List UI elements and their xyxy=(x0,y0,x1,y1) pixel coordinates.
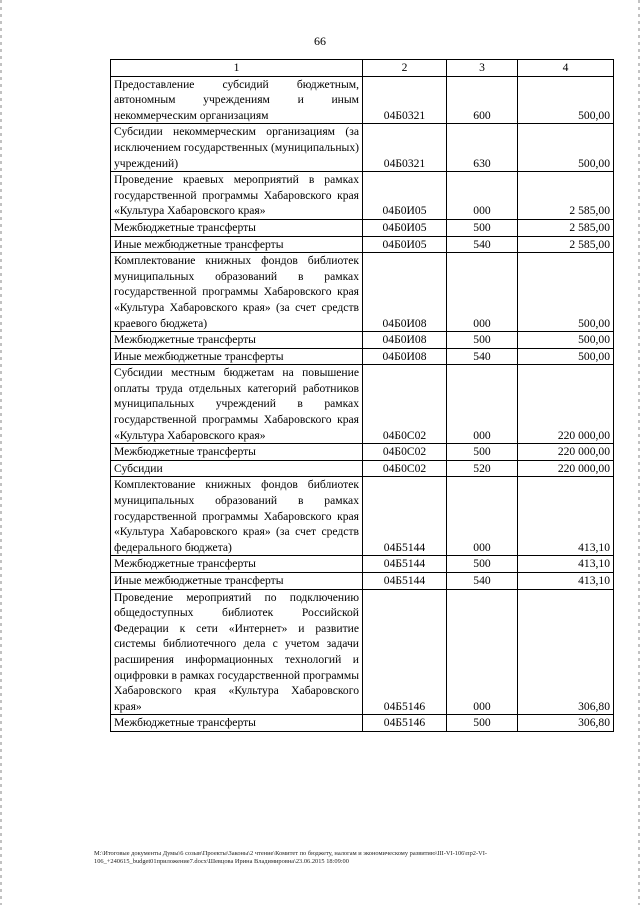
row-code: 04Б0С02 xyxy=(363,460,447,477)
row-code: 04Б0321 xyxy=(363,76,447,124)
row-name: Субсидии xyxy=(111,460,363,477)
header-row xyxy=(111,60,614,77)
row-kind: 000 xyxy=(447,253,518,332)
table-row xyxy=(111,573,614,590)
row-kind: 500 xyxy=(447,332,518,349)
row-amount: 500,00 xyxy=(518,253,614,332)
row-kind: 000 xyxy=(447,365,518,444)
row-kind: 000 xyxy=(447,477,518,556)
row-kind: 500 xyxy=(447,715,518,732)
table-row xyxy=(111,172,614,220)
table-header xyxy=(111,60,614,77)
row-kind: 000 xyxy=(447,589,518,715)
row-code: 04Б5144 xyxy=(363,477,447,556)
header-col-4: 4 xyxy=(518,60,614,77)
table-row xyxy=(111,219,614,236)
row-name: Предоставление субсидий бюджетным, автономным учреждениям и иным некоммерческим организациям xyxy=(111,76,363,124)
row-amount: 220 000,00 xyxy=(518,460,614,477)
row-name: Проведение мероприятий по подключению общедоступных библиотек Российской Федерации к сети «Интернет» и развитие системы библиотечного дела с учетом задачи расширения информационных технологий и оцифровки в рамках государственной программы Хабаровского края «Культура Хабаровского края» xyxy=(111,589,363,715)
table-row xyxy=(111,76,614,124)
row-kind: 500 xyxy=(447,556,518,573)
row-name: Межбюджетные трансферты xyxy=(111,444,363,461)
row-amount: 500,00 xyxy=(518,348,614,365)
row-code: 04Б0И05 xyxy=(363,236,447,253)
table-row xyxy=(111,253,614,332)
row-amount: 413,10 xyxy=(518,477,614,556)
row-kind: 000 xyxy=(447,172,518,220)
row-kind: 540 xyxy=(447,573,518,590)
row-code: 04Б0И08 xyxy=(363,348,447,365)
row-name: Иные межбюджетные трансферты xyxy=(111,573,363,590)
file-path-footer: М:\Итоговые документы Думы\6 созыв\Проекты\Законы\2 чтение\Комитет по бюджету, налогам и экономическому развитию\III-VI-106\пр2-VI-106_+240615_budget01приложение7.docx\Шевцова Ирина Владимировна\23.06.2015 18:09:00 xyxy=(94,850,487,866)
row-code: 04Б5144 xyxy=(363,573,447,590)
table-row xyxy=(111,348,614,365)
table-row xyxy=(111,124,614,172)
header-col-1: 1 xyxy=(111,60,363,77)
row-kind: 500 xyxy=(447,444,518,461)
scan-edge-left xyxy=(0,0,2,905)
row-name: Субсидии некоммерческим организациям (за исключением государственных (муниципальных) учреждений) xyxy=(111,124,363,172)
row-name: Комплектование книжных фондов библиотек муниципальных образований в рамках государственной программы Хабаровского края «Культура Хабаровского края» (за счет средств федерального бюджета) xyxy=(111,477,363,556)
header-col-2: 2 xyxy=(363,60,447,77)
row-amount: 220 000,00 xyxy=(518,444,614,461)
row-kind: 540 xyxy=(447,236,518,253)
table-row xyxy=(111,460,614,477)
row-amount: 413,10 xyxy=(518,573,614,590)
table-row xyxy=(111,556,614,573)
row-amount: 2 585,00 xyxy=(518,219,614,236)
row-code: 04Б5146 xyxy=(363,589,447,715)
table-row xyxy=(111,236,614,253)
row-amount: 2 585,00 xyxy=(518,236,614,253)
table-row xyxy=(111,477,614,556)
row-code: 04Б5146 xyxy=(363,715,447,732)
row-amount: 500,00 xyxy=(518,124,614,172)
row-amount: 220 000,00 xyxy=(518,365,614,444)
row-amount: 500,00 xyxy=(518,332,614,349)
table-row xyxy=(111,589,614,715)
row-kind: 630 xyxy=(447,124,518,172)
row-code: 04Б0И05 xyxy=(363,172,447,220)
budget-table xyxy=(110,59,614,732)
row-code: 04Б0С02 xyxy=(363,444,447,461)
row-kind: 520 xyxy=(447,460,518,477)
row-kind: 500 xyxy=(447,219,518,236)
row-code: 04Б5144 xyxy=(363,556,447,573)
table-row xyxy=(111,444,614,461)
row-name: Межбюджетные трансферты xyxy=(111,219,363,236)
row-name: Комплектование книжных фондов библиотек муниципальных образований в рамках государственной программы Хабаровского края «Культура Хабаровского края» (за счет средств краевого бюджета) xyxy=(111,253,363,332)
row-kind: 600 xyxy=(447,76,518,124)
row-amount: 306,80 xyxy=(518,715,614,732)
header-col-3: 3 xyxy=(447,60,518,77)
row-amount: 306,80 xyxy=(518,589,614,715)
page-number: 66 xyxy=(314,34,326,48)
row-code: 04Б0321 xyxy=(363,124,447,172)
row-code: 04Б0С02 xyxy=(363,365,447,444)
row-name: Иные межбюджетные трансферты xyxy=(111,348,363,365)
row-name: Межбюджетные трансферты xyxy=(111,556,363,573)
row-name: Проведение краевых мероприятий в рамках государственной программы Хабаровского края «Культура Хабаровского края» xyxy=(111,172,363,220)
table-row xyxy=(111,365,614,444)
table-row xyxy=(111,715,614,732)
row-name: Межбюджетные трансферты xyxy=(111,332,363,349)
row-kind: 540 xyxy=(447,348,518,365)
row-code: 04Б0И08 xyxy=(363,332,447,349)
row-amount: 413,10 xyxy=(518,556,614,573)
row-name: Иные межбюджетные трансферты xyxy=(111,236,363,253)
table-row xyxy=(111,332,614,349)
row-amount: 500,00 xyxy=(518,76,614,124)
row-code: 04Б0И05 xyxy=(363,219,447,236)
row-name: Субсидии местным бюджетам на повышение оплаты труда отдельных категорий работников муниципальных учреждений в рамках государственной программы Хабаровского края «Культура Хабаровского края» xyxy=(111,365,363,444)
row-name: Межбюджетные трансферты xyxy=(111,715,363,732)
table-body xyxy=(111,76,614,731)
row-amount: 2 585,00 xyxy=(518,172,614,220)
row-code: 04Б0И08 xyxy=(363,253,447,332)
